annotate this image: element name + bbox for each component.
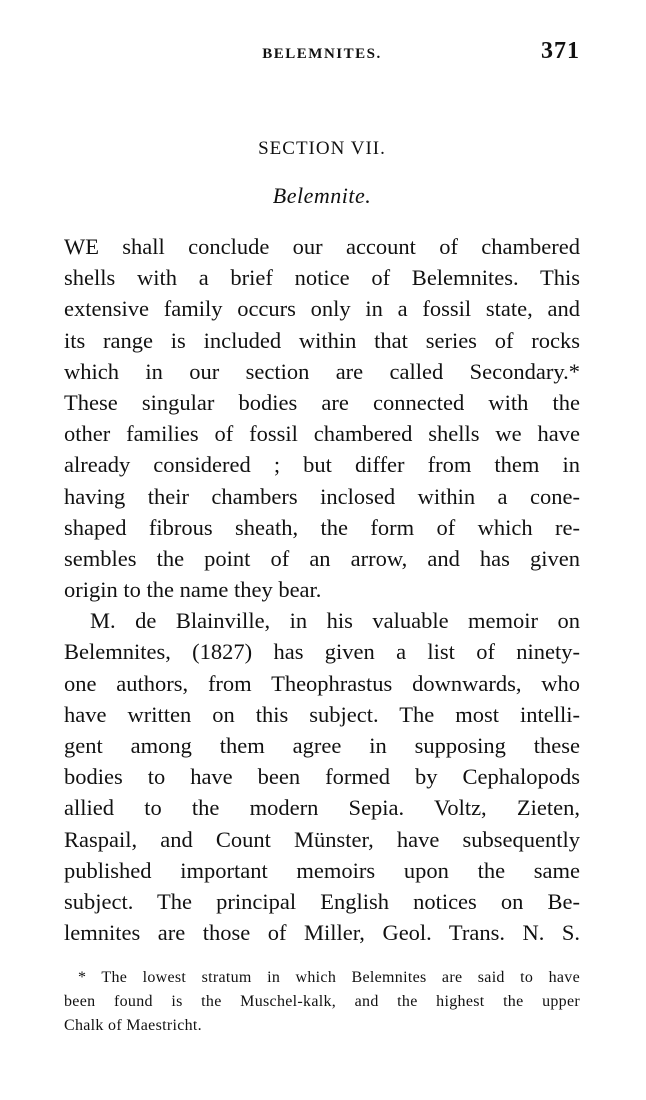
body-line: gent among them agree in supposing these <box>64 733 580 758</box>
body-line: its range is included within that series of rocks <box>64 327 580 353</box>
body-line: allied to the modern Sepia. Voltz, Zieten, <box>64 795 580 821</box>
body-line: lemnites are those of Miller, Geol. Trans. N. S. <box>64 920 580 946</box>
body-line: subject. The principal English notices on Be- <box>64 888 580 914</box>
body-line: Raspail, and Count Münster, have subsequently <box>64 826 580 852</box>
body-line: sembles the point of an arrow, and has given <box>64 545 580 571</box>
running-title: BELEMNITES. <box>262 46 382 62</box>
body-line: one authors, from Theophrastus downwards, who <box>64 670 580 696</box>
body-line: bodies to have been formed by Cephalopods <box>64 764 580 790</box>
body-line: having their chambers inclosed within a cone- <box>64 483 580 509</box>
body-text <box>64 231 580 948</box>
body-line: M. de Blainville, in his valuable memoir on <box>90 608 580 634</box>
body-line: origin to the name they bear. <box>64 577 322 603</box>
footnote-line: been found is the Muschel-kalk, and the highest the upper <box>64 993 580 1010</box>
body-line: These singular bodies are connected with the <box>64 389 580 415</box>
body-line: WE shall conclude our account of chambered <box>64 234 580 259</box>
section-heading: SECTION VII. <box>258 138 386 159</box>
body-line: other families of fossil chambered shells we have <box>64 421 580 447</box>
section-subtitle: Belemnite. <box>272 183 372 208</box>
footnote-line: * The lowest stratum in which Belemnites are said to have <box>78 969 580 986</box>
footnote <box>64 966 580 1038</box>
body-line: shells with a brief notice of Belemnites. This <box>64 265 580 291</box>
body-line: Belemnites, (1827) has given a list of ninety- <box>64 639 580 665</box>
body-line: published important memoirs upon the same <box>64 857 580 883</box>
body-line: which in our section are called Secondary.* <box>64 358 580 384</box>
footnote-line: Chalk of Maestricht. <box>64 1017 202 1034</box>
running-head <box>64 36 580 76</box>
body-line: extensive family occurs only in a fossil state, and <box>64 296 580 322</box>
body-line: shaped fibrous sheath, the form of which re- <box>64 514 580 540</box>
body-line: have written on this subject. The most intelli- <box>64 701 580 727</box>
body-line: already considered ; but differ from them in <box>64 452 580 478</box>
page-number: 371 <box>541 38 580 64</box>
